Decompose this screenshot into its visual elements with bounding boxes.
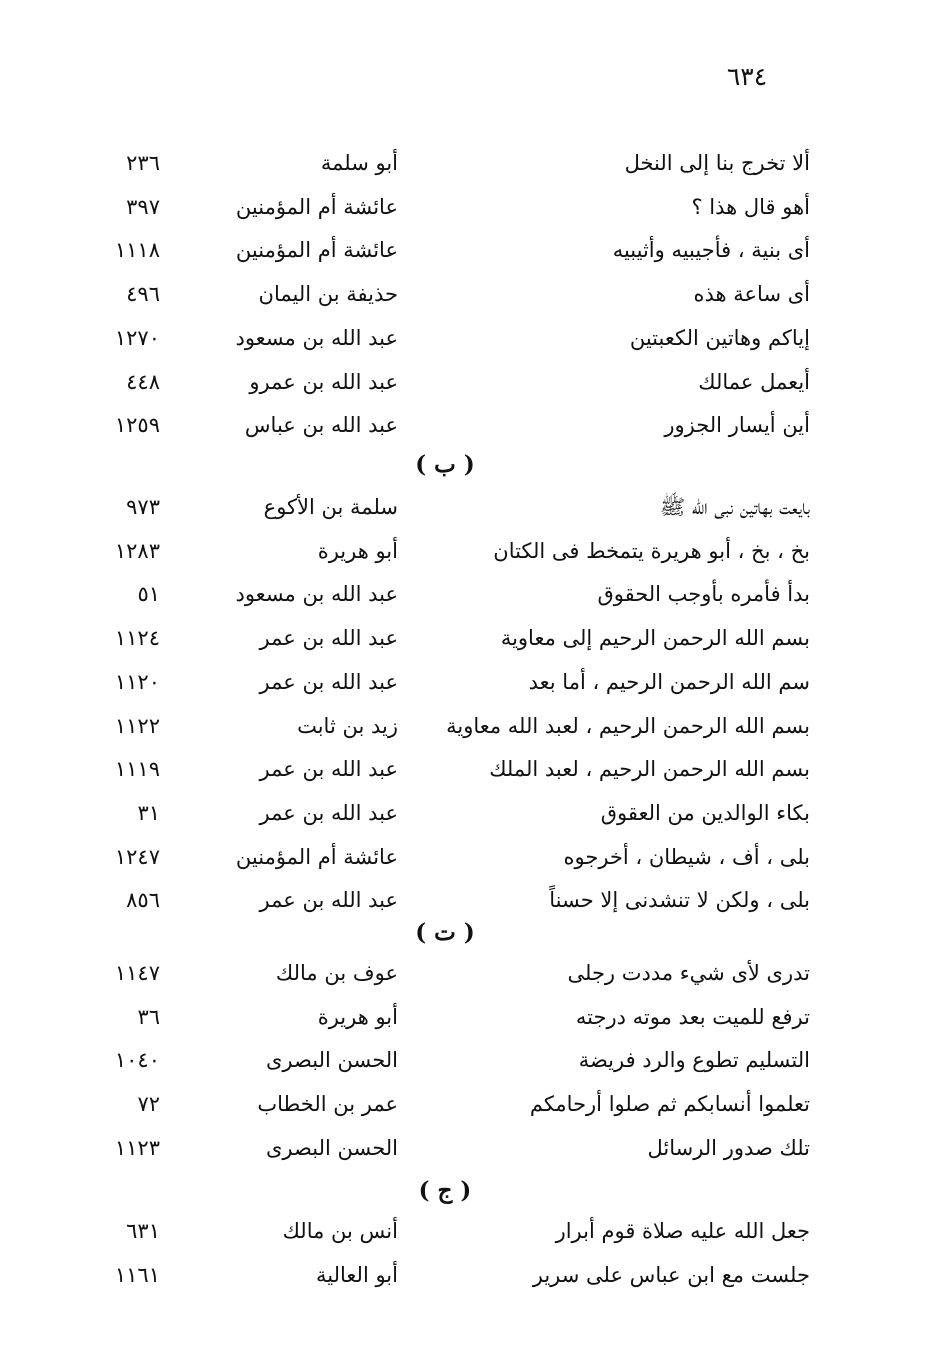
section-heading: ( ت ) — [415, 919, 475, 946]
entry-page-number: ٣٦ — [137, 1005, 160, 1029]
entry-narrator: حذيفة بن اليمان — [258, 282, 398, 306]
index-entry-row — [0, 577, 950, 611]
entry-page-number: ٩٧٣ — [126, 495, 160, 519]
entry-phrase: بدأ فأمره بأوجب الحقوق — [597, 582, 810, 606]
index-entry-row — [0, 365, 950, 399]
entry-phrase: التسليم تطوع والرد فريضة — [578, 1048, 810, 1072]
entry-phrase: تلك صدور الرسائل — [647, 1136, 810, 1160]
entry-narrator: عبد الله بن عمر — [259, 757, 398, 781]
entry-page-number: ١١٢٠ — [114, 670, 160, 694]
entry-phrase: أيعمل عمالك — [698, 370, 810, 394]
entry-page-number: ٤٤٨ — [126, 370, 160, 394]
index-entry-row — [0, 796, 950, 830]
entry-narrator: أنس بن مالك — [282, 1219, 398, 1243]
entry-narrator: عبد الله بن عمرو — [249, 370, 398, 394]
entry-page-number: ١١١٨ — [114, 238, 160, 262]
index-entry-row — [0, 534, 950, 568]
entry-narrator: عائشة أم المؤمنين — [235, 845, 398, 869]
index-entry-row — [0, 840, 950, 874]
entry-page-number: ٣١ — [137, 801, 160, 825]
entry-phrase: بلى ، ولكن لا تنشدنى إلا حسناً — [549, 888, 810, 912]
entry-phrase: بكاء الوالدين من العقوق — [600, 801, 810, 825]
entry-page-number: ٤٩٦ — [126, 282, 160, 306]
entry-page-number: ١٠٤٠ — [114, 1048, 160, 1072]
index-entry-row — [0, 665, 950, 699]
entry-narrator: عبد الله بن مسعود — [235, 326, 398, 350]
index-entry-row — [0, 277, 950, 311]
entry-narrator: عبد الله بن عمر — [259, 626, 398, 650]
entry-phrase: بايعت بهاتين نبى الله ﷺ — [659, 495, 810, 519]
entry-phrase: بسم الله الرحمن الرحيم إلى معاوية — [500, 626, 810, 650]
entry-page-number: ١١٢٣ — [114, 1136, 160, 1160]
entry-page-number: ٧٢ — [137, 1092, 160, 1116]
entry-page-number: ١١٢٢ — [114, 714, 160, 738]
index-entry-row — [0, 1043, 950, 1077]
entry-page-number: ٥١ — [137, 582, 160, 606]
entry-narrator: عبد الله بن عمر — [259, 888, 398, 912]
entry-narrator: أبو سلمة — [320, 151, 398, 175]
entry-phrase: بسم الله الرحمن الرحيم ، لعبد الله معاوية — [446, 714, 810, 738]
entry-phrase: ترفع للميت بعد موته درجته — [575, 1005, 810, 1029]
entry-page-number: ٢٣٦ — [126, 151, 160, 175]
index-entry-row — [0, 190, 950, 224]
index-entry-row — [0, 1000, 950, 1034]
entry-page-number: ٣٩٧ — [126, 195, 160, 219]
index-entry-row — [0, 1087, 950, 1121]
entry-narrator: عبد الله بن عمر — [259, 670, 398, 694]
entry-phrase: أهو قال هذا ؟ — [691, 195, 810, 219]
entry-page-number: ١٢٤٧ — [114, 845, 160, 869]
entry-narrator: أبو هريرة — [317, 1005, 398, 1029]
index-entry-row — [0, 321, 950, 355]
entry-phrase: تعلموا أنسابكم ثم صلوا أرحامكم — [529, 1092, 810, 1116]
entry-page-number: ١٢٧٠ — [114, 326, 160, 350]
entry-phrase: أين أيسار الجزور — [664, 413, 810, 437]
entry-narrator: عائشة أم المؤمنين — [235, 238, 398, 262]
entry-phrase: سم الله الرحمن الرحيم ، أما بعد — [528, 670, 810, 694]
entry-phrase: أى ساعة هذه — [693, 282, 810, 306]
index-entry-row — [0, 1258, 950, 1292]
entry-phrase: جلست مع ابن عباس على سرير — [532, 1263, 810, 1287]
entry-phrase: ألا تخرج بنا إلى النخل — [624, 151, 810, 175]
entry-phrase: تدرى لأى شيء مددت رجلى — [567, 961, 810, 985]
entry-narrator: عائشة أم المؤمنين — [235, 195, 398, 219]
entry-narrator: عبد الله بن عباس — [244, 413, 398, 437]
index-entry-row — [0, 233, 950, 267]
entry-narrator: أبو هريرة — [317, 539, 398, 563]
entry-page-number: ٨٥٦ — [126, 888, 160, 912]
entry-narrator: أبو العالية — [316, 1263, 398, 1287]
index-entry-row — [0, 146, 950, 180]
entry-phrase: بسم الله الرحمن الرحيم ، لعبد الملك — [489, 757, 810, 781]
entry-narrator: زيد بن ثابت — [297, 714, 398, 738]
entry-page-number: ١١٢٤ — [114, 626, 160, 650]
page-number: ٦٣٤ — [726, 62, 768, 91]
entry-narrator: عبد الله بن عمر — [259, 801, 398, 825]
entry-narrator: الحسن البصرى — [266, 1048, 398, 1072]
entry-narrator: الحسن البصرى — [266, 1136, 398, 1160]
entry-page-number: ١٢٨٣ — [114, 539, 160, 563]
index-entry-row — [0, 621, 950, 655]
entry-page-number: ١١٦١ — [114, 1263, 160, 1287]
index-entry-row — [0, 1131, 950, 1165]
index-entry-row — [0, 883, 950, 917]
index-entry-row — [0, 752, 950, 786]
index-entry-row — [0, 1214, 950, 1248]
entry-page-number: ١١٤٧ — [114, 961, 160, 985]
section-heading: ( ب ) — [415, 451, 475, 478]
entry-phrase: أى بنية ، فأجيبيه وأثيبيه — [612, 238, 810, 262]
entry-page-number: ١٢٥٩ — [114, 413, 160, 437]
index-entry-row — [0, 709, 950, 743]
entry-page-number: ٦٣١ — [126, 1219, 160, 1243]
entry-narrator: عبد الله بن مسعود — [235, 582, 398, 606]
section-heading: ( ج ) — [418, 1177, 472, 1204]
entry-phrase: جعل الله عليه صلاة قوم أبرار — [555, 1219, 810, 1243]
index-entry-row — [0, 408, 950, 442]
index-entry-row — [0, 490, 950, 524]
entry-phrase: بلى ، أف ، شيطان ، أخرجوه — [563, 845, 810, 869]
entry-phrase: بخ ، بخ ، أبو هريرة يتمخط فى الكتان — [493, 539, 810, 563]
entry-narrator: عمر بن الخطاب — [257, 1092, 398, 1116]
entry-page-number: ١١١٩ — [114, 757, 160, 781]
entry-narrator: سلمة بن الأكوع — [263, 495, 398, 519]
entry-phrase: إياكم وهاتين الكعبتين — [629, 326, 810, 350]
index-entry-row — [0, 956, 950, 990]
entry-narrator: عوف بن مالك — [275, 961, 398, 985]
